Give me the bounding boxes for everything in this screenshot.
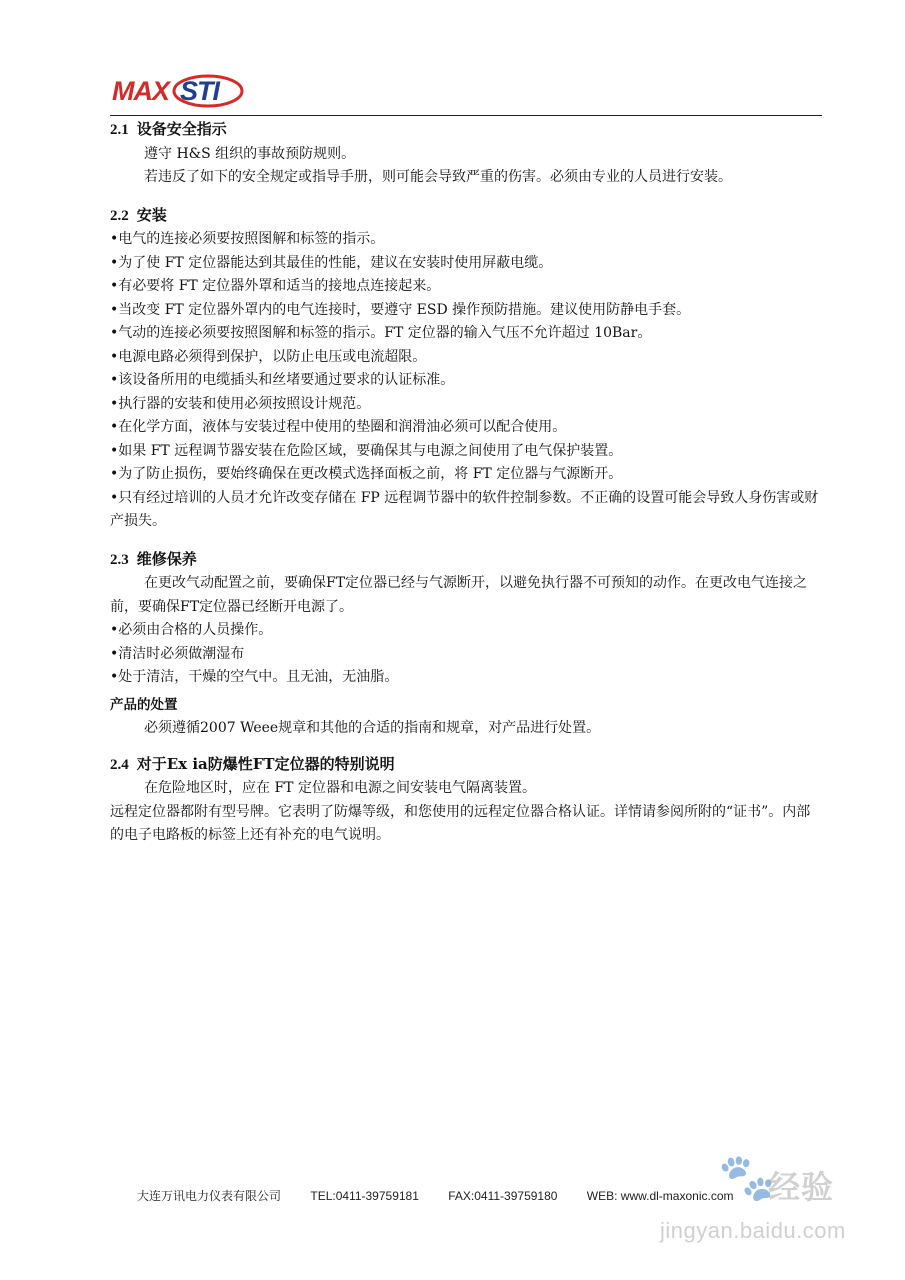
list-item: •执行器的安装和使用必须按照设计规范。 [110,395,371,412]
list-item: •清洁时必须做潮湿布 [110,645,245,662]
paragraph: 在更改气动配置之前，要确保FT定位器已经与气源断开，以避免执行器不可预知的动作。在更改电气连接之前，要确保FT定位器已经断开电源了。 [110,575,808,615]
baidu-watermark [650,1140,880,1260]
list-item: •电源电路必须得到保护，以防止电压或电流超限。 [110,348,427,365]
subheading-disposal: 产品的处置 [110,696,178,713]
list-item: •电气的连接必须要按照图解和标签的指示。 [110,231,385,247]
footer-tel: TEL:0411-39759181 [310,1189,419,1203]
list-item: •有必要将 FT 定位器外罩和适当的接地点连接起来。 [110,278,441,294]
footer-company: 大连万讯电力仪表有限公司 [137,1189,282,1203]
section-heading-2-1: 2.1 设备安全指示 [110,120,227,138]
list-item: •如果 FT 远程调节器安装在危险区域，要确保其与电源之间使用了电气保护装置。 [110,442,623,459]
list-item: •只有经过培训的人员才允许改变存储在 FP 远程调节器中的软件控制参数。不正确的设置可能会导致人身伤害或财产损失。 [110,489,819,529]
paragraph: 遵守 H&S 组织的事故预防规则。 [144,145,356,162]
list-item: •为了防止损伤，要始终确保在更改模式选择面板之前，将 FT 定位器与气源断开。 [110,466,623,482]
footer-web: WEB: www.dl-maxonic.com [586,1189,734,1203]
document-body [110,118,822,848]
list-item: •气动的连接必须要按照图解和标签的指示。FT 定位器的输入气压不允许超过 10Bar。 [110,325,652,341]
footer-fax: FAX:0411-39759180 [448,1189,558,1203]
list-item: •该设备所用的电缆插头和丝堵要通过要求的认证标准。 [110,372,455,388]
list-item: •处于清洁，干燥的空气中。且无油，无油脂。 [110,669,399,685]
list-item: •为了使 FT 定位器能达到其最佳的性能，建议在安装时使用屏蔽电缆。 [110,254,553,271]
section-heading-2-3: 2.3 维修保养 [110,549,197,568]
logo-text-sti: STI [180,76,220,106]
watermark-url: jingyan.baidu.com [660,1218,846,1243]
section-heading-2-4: 2.4 对于Ex ia防爆性FT定位器的特别说明 [110,754,395,773]
paw-icon: 🐾 [718,1151,776,1203]
section-heading-2-2: 2.2 安装 [110,205,167,224]
watermark-name: 经验 [768,1169,835,1205]
list-item: •必须由合格的人员操作。 [110,622,273,638]
header-rule [110,115,822,116]
paragraph: 远程定位器都附有型号牌。它表明了防爆等级，和您使用的远程定位器合格认证。详情请参阅所附的“证书”。内部的电子电路板的标签上还有补充的电气说明。 [110,803,811,843]
paragraph: 必须遵循2007 Weee规章和其他的合适的指南和规章，对产品进行处置。 [144,720,601,736]
paragraph: 在危险地区时，应在 FT 定位器和电源之间安装电气隔离装置。 [144,780,536,796]
list-item: •当改变 FT 定位器外罩内的电气连接时，要遵守 ESD 操作预防措施。建议使用防静电手套。 [110,301,691,318]
list-item: •在化学方面，液体与安装过程中使用的垫圈和润滑油必须可以配合使用。 [110,419,567,435]
paragraph: 若违反了如下的安全规定或指导手册，则可能会导致严重的伤害。必须由专业的人员进行安装。 [144,169,732,185]
logo-text-max: MAX [112,76,169,106]
